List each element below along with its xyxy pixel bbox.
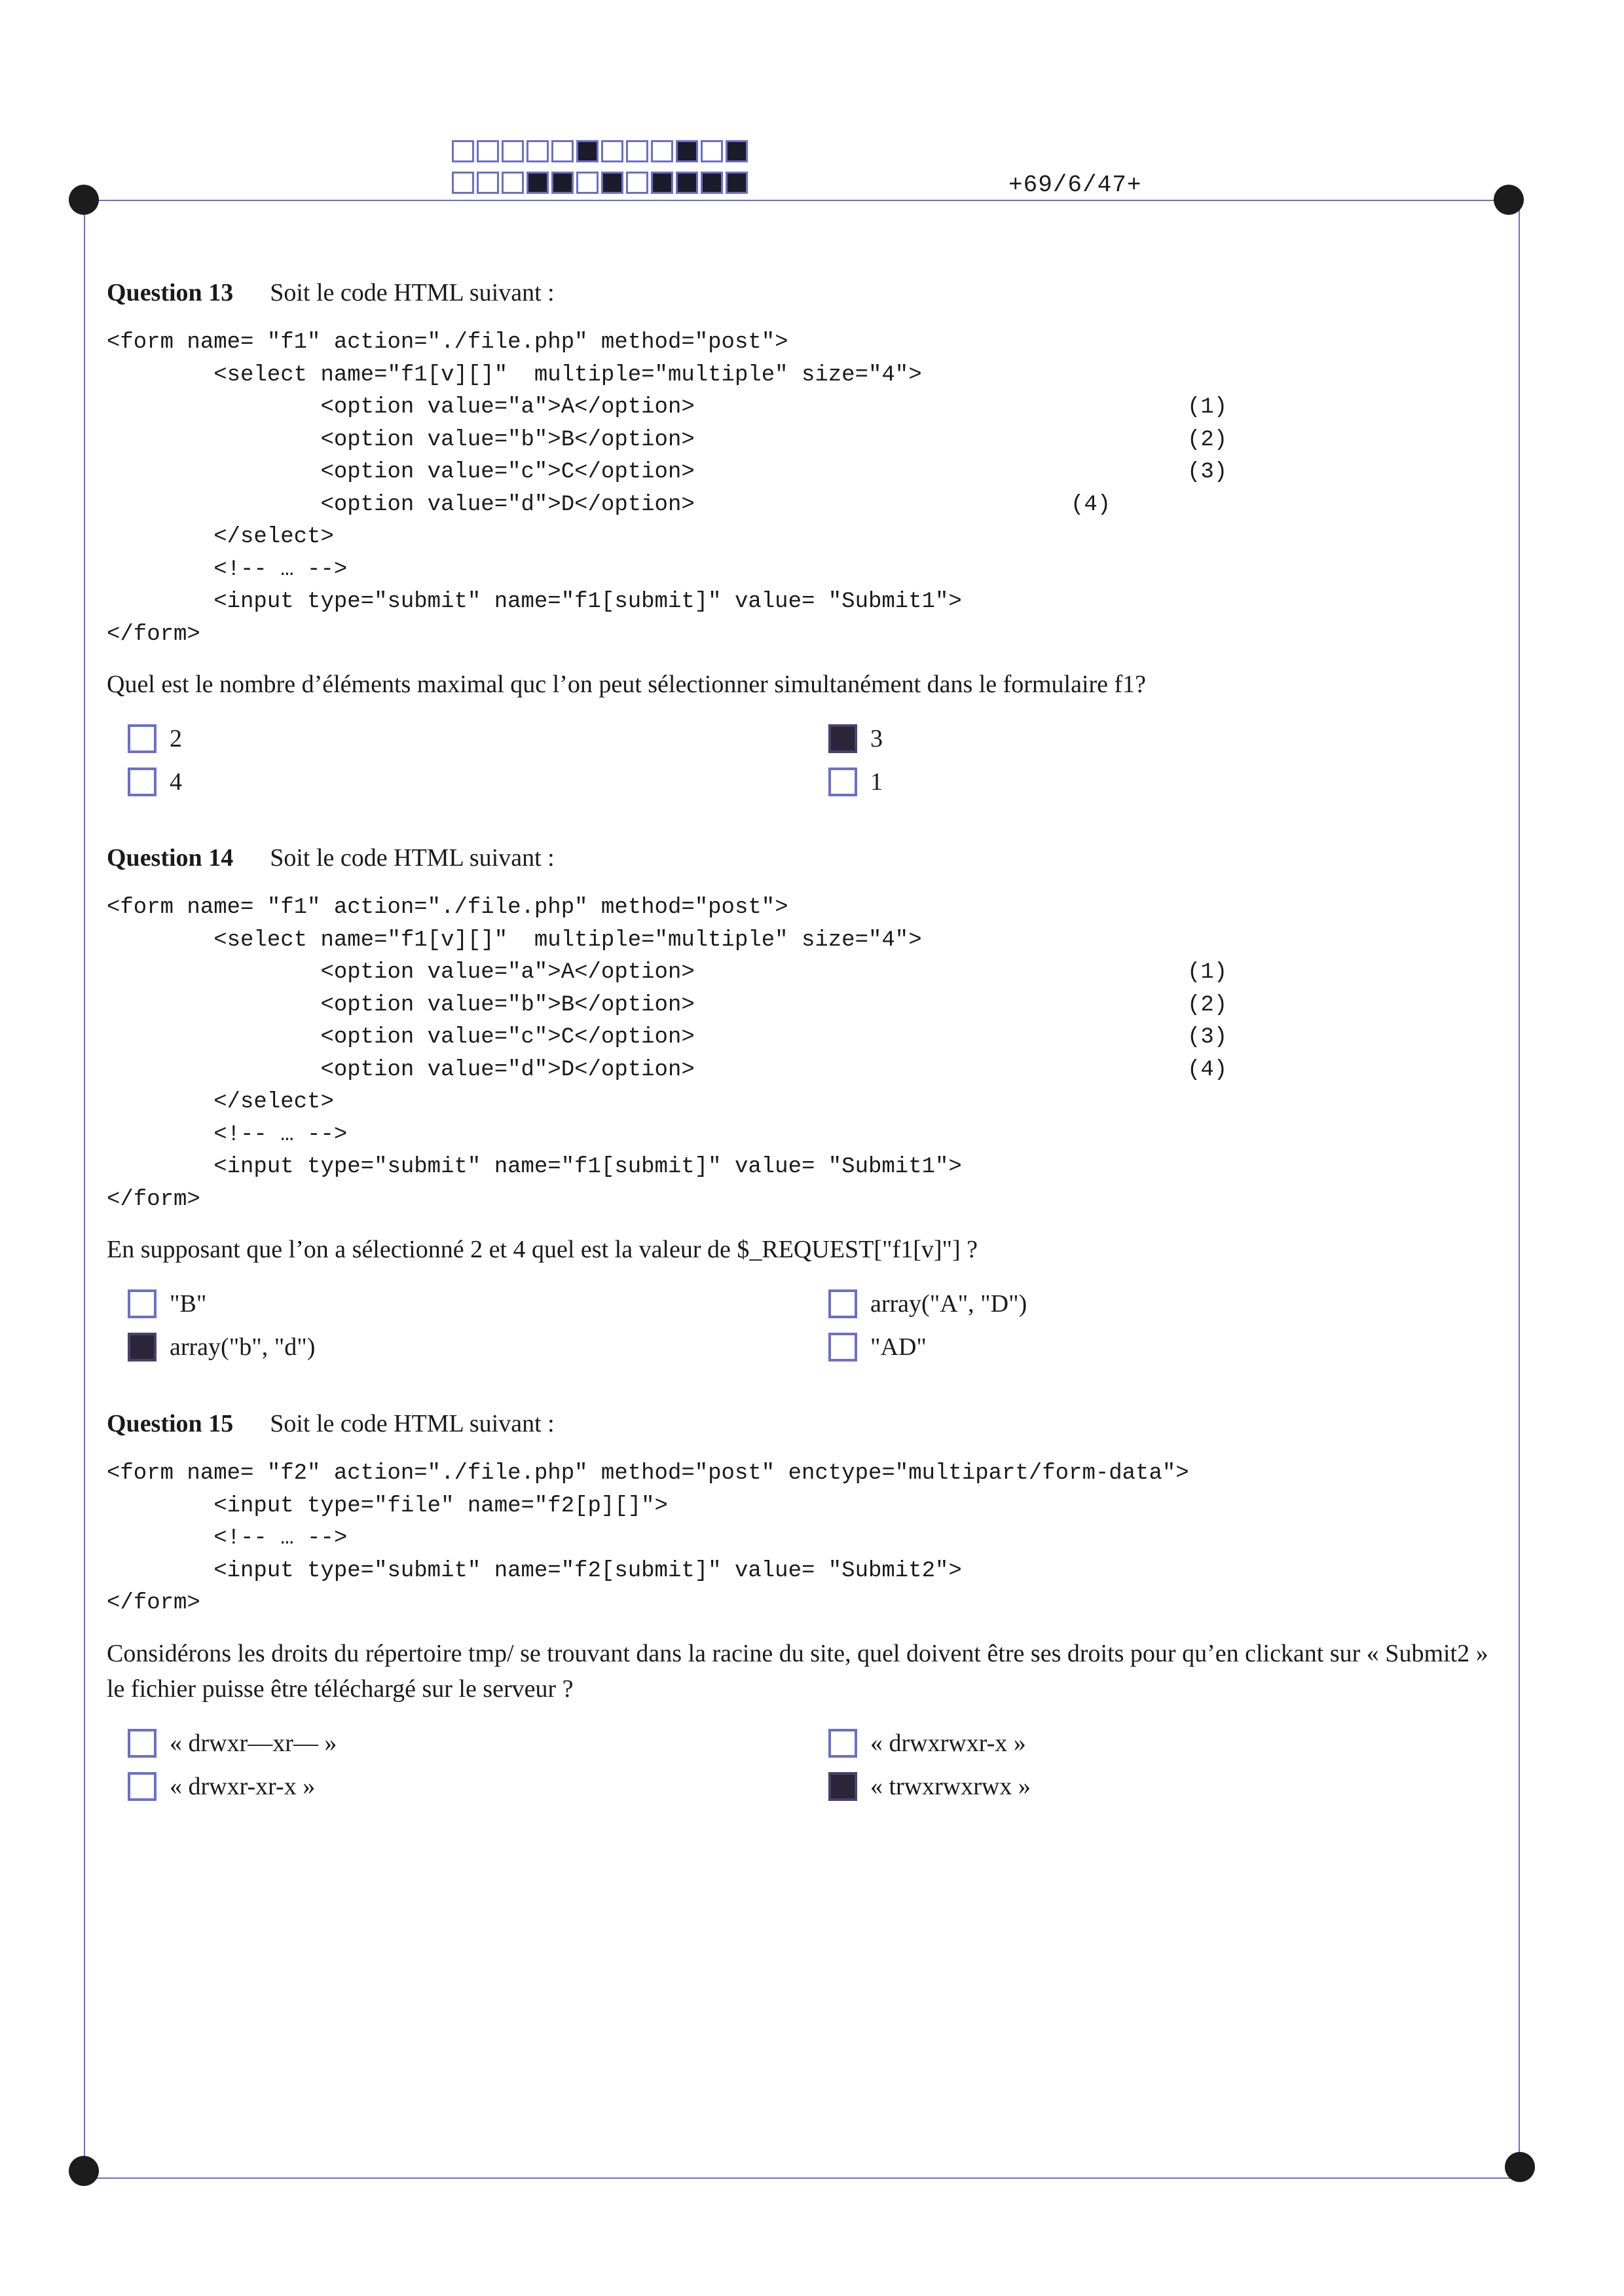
- barcode-cell: [502, 140, 524, 162]
- barcode-cell: [477, 140, 499, 162]
- registration-mark-top-right: [1494, 185, 1524, 215]
- answer-choice[interactable]: [128, 1726, 828, 1760]
- question-number: Question 14: [107, 844, 234, 872]
- code-text: <input type="submit" name="f1[submit]" value= "Submit1">: [107, 1155, 962, 1179]
- barcode-cell: [452, 172, 474, 194]
- answer-checkbox[interactable]: [128, 1772, 157, 1801]
- code-text: </form>: [107, 1187, 200, 1212]
- code-text: <select name="f1[v][]" multiple="multiple" size="4">: [107, 362, 922, 388]
- code-line: [107, 990, 1508, 1022]
- registration-mark-bottom-right: [1505, 2152, 1535, 2182]
- code-line: [107, 1491, 1508, 1523]
- barcode-cell: [726, 140, 748, 162]
- code-text: <select name="f1[v][]" multiple="multiple" size="4">: [107, 927, 922, 953]
- code-line: [107, 1184, 1508, 1217]
- code-line: [107, 489, 1508, 522]
- question-15: [107, 1409, 1508, 1804]
- answer-label: array("b", "d"): [170, 1333, 316, 1361]
- answer-choices: [128, 722, 1508, 799]
- option-marker: (4): [1187, 1057, 1228, 1083]
- answer-choice[interactable]: [828, 1769, 1483, 1804]
- barcode-cell: [726, 172, 748, 194]
- barcode-cell: [676, 140, 698, 162]
- barcode-cell: [477, 172, 499, 194]
- answer-choice[interactable]: [828, 1726, 1483, 1760]
- code-line: [107, 619, 1508, 652]
- option-marker: (3): [1187, 1025, 1228, 1050]
- option-marker: (2): [1187, 992, 1228, 1018]
- code-text: </form>: [107, 621, 200, 647]
- option-marker: (1): [1187, 395, 1228, 420]
- code-line: [107, 586, 1508, 619]
- answer-label: 3: [870, 725, 883, 752]
- code-text: </form>: [107, 1591, 200, 1616]
- code-text: <option value="c">C</option>: [107, 460, 695, 485]
- code-line: [107, 554, 1508, 587]
- answer-checkbox[interactable]: [828, 724, 857, 753]
- code-text: <!-- … -->: [107, 1526, 348, 1551]
- barcode-cell: [502, 172, 524, 194]
- registration-mark-bottom-left: [69, 2156, 99, 2186]
- answer-label: 2: [170, 725, 182, 752]
- barcode-cell: [701, 140, 723, 162]
- question-intro: Soit le code HTML suivant :: [270, 279, 555, 306]
- barcode-cell: [626, 140, 648, 162]
- answer-choice[interactable]: [128, 1287, 828, 1321]
- question-number: Question 15: [107, 1410, 234, 1437]
- answer-label: 1: [870, 768, 883, 796]
- code-text: <form name= "f1" action="./file.php" method="post">: [107, 895, 788, 920]
- code-line: [107, 327, 1508, 360]
- code-text: <option value="b">B</option>: [107, 427, 695, 453]
- question-prompt: Quel est le nombre d’éléments maximal quc l’on peut sélectionner simultanément dans le formulaire f1?: [107, 671, 1147, 698]
- option-marker: (3): [1187, 460, 1228, 485]
- answer-label: « drwxr-xr-x »: [170, 1772, 316, 1800]
- barcode-cell: [526, 172, 549, 194]
- code-text: <!-- … -->: [107, 1122, 348, 1147]
- code-text: <option value="d">D</option>: [107, 492, 695, 517]
- answer-label: "AD": [870, 1333, 927, 1361]
- answer-checkbox[interactable]: [128, 1333, 157, 1361]
- barcode-cell: [551, 140, 574, 162]
- code-line: [107, 1151, 1508, 1184]
- code-line: [107, 1119, 1508, 1152]
- question-number: Question 13: [107, 279, 234, 306]
- answer-checkbox[interactable]: [828, 1729, 857, 1758]
- barcode-cell: [651, 172, 673, 194]
- answer-choice[interactable]: [828, 1330, 1483, 1364]
- barcode-cell: [701, 172, 723, 194]
- question-14: [107, 843, 1508, 1364]
- answer-label: « drwxr—xr— »: [170, 1729, 337, 1757]
- barcode-cell: [601, 172, 623, 194]
- answer-choice[interactable]: [828, 1287, 1483, 1321]
- code-text: <option value="a">A</option>: [107, 960, 695, 985]
- answer-checkbox[interactable]: [828, 1333, 857, 1361]
- answer-label: « trwxrwxrwx »: [870, 1772, 1031, 1800]
- page-id: +69/6/47+: [1008, 172, 1142, 198]
- code-text: <option value="a">A</option>: [107, 395, 695, 420]
- answer-choices: [128, 1726, 1508, 1804]
- question-13: [107, 278, 1508, 799]
- code-text: <form name= "f1" action="./file.php" method="post">: [107, 330, 788, 355]
- registration-mark-top-left: [69, 185, 99, 215]
- option-marker: (2): [1187, 427, 1228, 453]
- code-line: [107, 1086, 1508, 1119]
- code-block: [107, 327, 1508, 651]
- code-line: [107, 1523, 1508, 1555]
- question-header: [107, 278, 1508, 307]
- question-prompt: En supposant que l’on a sélectionné 2 et 4 quel est la valeur de $_REQUEST["f1[v]"] ?: [107, 1236, 978, 1263]
- code-line: [107, 925, 1508, 957]
- code-text: <option value="d">D</option>: [107, 1057, 695, 1083]
- code-text: <input type="submit" name="f2[submit]" value= "Submit2">: [107, 1558, 962, 1583]
- answer-label: array("A", "D"): [870, 1290, 1027, 1318]
- code-text: <form name= "f2" action="./file.php" method="post" enctype="multipart/form-data">: [107, 1461, 1189, 1486]
- id-barcode-row-1: [452, 140, 748, 162]
- code-block: [107, 1458, 1508, 1620]
- question-intro: Soit le code HTML suivant :: [270, 844, 555, 872]
- code-block: [107, 892, 1508, 1216]
- code-line: [107, 521, 1508, 554]
- answer-choice[interactable]: [128, 765, 828, 799]
- barcode-cell: [676, 172, 698, 194]
- code-text: <input type="submit" name="f1[submit]" value= "Submit1">: [107, 589, 962, 614]
- answer-checkbox[interactable]: [128, 724, 157, 753]
- barcode-cell: [626, 172, 648, 194]
- code-text: <option value="c">C</option>: [107, 1025, 695, 1050]
- answer-choice[interactable]: [128, 722, 828, 756]
- answer-label: 4: [170, 768, 182, 796]
- code-line: [107, 424, 1508, 457]
- code-line: [107, 1054, 1508, 1087]
- code-line: [107, 1022, 1508, 1054]
- code-text: <input type="file" name="f2[p][]">: [107, 1493, 668, 1519]
- answer-checkbox[interactable]: [828, 1289, 857, 1318]
- barcode-cell: [576, 172, 599, 194]
- answer-checkbox[interactable]: [828, 1772, 857, 1801]
- answer-checkbox[interactable]: [128, 1289, 157, 1318]
- answer-label: « drwxrwxr-x »: [870, 1729, 1026, 1757]
- barcode-cell: [601, 140, 623, 162]
- answer-choice[interactable]: [128, 1330, 828, 1364]
- code-line: [107, 1587, 1508, 1620]
- question-prompt: Considérons les droits du répertoire tmp/ se trouvant dans la racine du site, quel doivent être ses droits pour qu’en clickant sur « Submit2 » le fichier puisse être téléchargé sur le serveur ?: [107, 1639, 1488, 1703]
- code-line: [107, 1555, 1508, 1588]
- answer-label: "B": [170, 1290, 207, 1318]
- answer-checkbox[interactable]: [128, 768, 157, 796]
- code-text: </select>: [107, 525, 334, 549]
- barcode-cell: [526, 140, 549, 162]
- barcode-cell: [576, 140, 599, 162]
- answer-checkbox[interactable]: [128, 1729, 157, 1758]
- code-line: [107, 360, 1508, 392]
- barcode-cell: [651, 140, 673, 162]
- code-line: [107, 392, 1508, 424]
- code-text: <!-- … -->: [107, 557, 348, 582]
- code-text: </select>: [107, 1090, 334, 1115]
- question-header: [107, 1409, 1508, 1438]
- code-text: <option value="b">B</option>: [107, 992, 695, 1018]
- id-barcode-row-2: [452, 172, 748, 194]
- code-line: [107, 1458, 1508, 1491]
- barcode-cell: [551, 172, 574, 194]
- code-line: [107, 456, 1508, 489]
- answer-choice[interactable]: [828, 722, 1483, 756]
- code-line: [107, 892, 1508, 925]
- code-line: [107, 957, 1508, 990]
- answer-checkbox[interactable]: [828, 768, 857, 796]
- barcode-cell: [452, 140, 474, 162]
- question-intro: Soit le code HTML suivant :: [270, 1410, 555, 1437]
- option-marker: (4): [1071, 492, 1111, 517]
- question-header: [107, 843, 1508, 872]
- answer-choice[interactable]: [828, 765, 1483, 799]
- option-marker: (1): [1187, 960, 1228, 985]
- answer-choices: [128, 1287, 1508, 1364]
- answer-choice[interactable]: [128, 1769, 828, 1804]
